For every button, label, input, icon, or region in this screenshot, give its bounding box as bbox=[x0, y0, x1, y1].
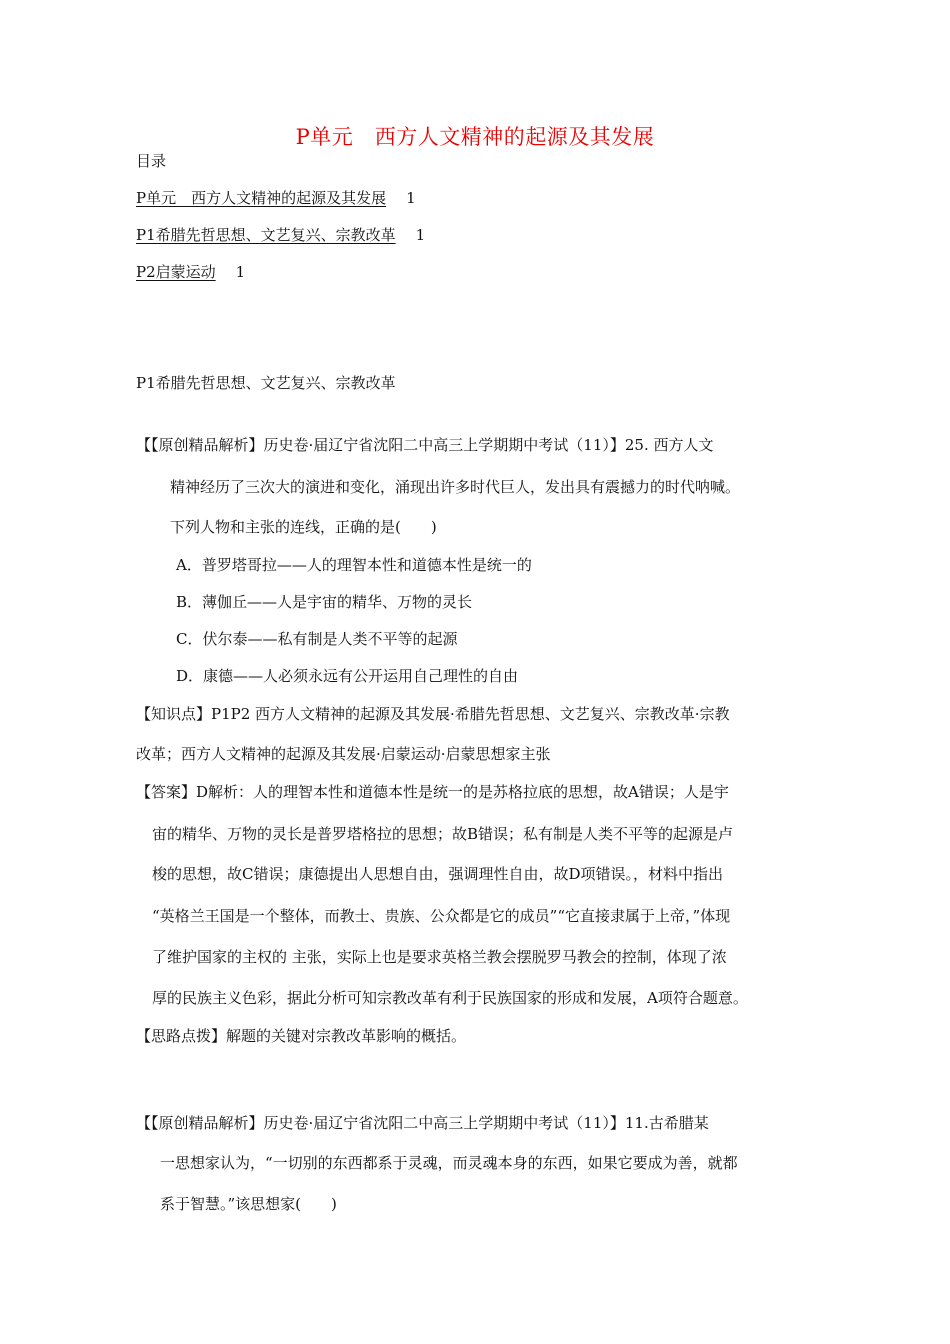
q1-answer-line: “英格兰王国是一个整体，而教士、贵族、公众都是它的成员”“它直接隶属于上帝，”体现 bbox=[152, 907, 731, 925]
q1-stem-line2: 精神经历了三次大的演进和变化，涌现出许多时代巨人，发出具有震撼力的时代呐喊。 bbox=[170, 478, 741, 496]
q2-stem-line1: 【【原创精品解析】历史卷·届辽宁省沈阳二中高三上学期期中考试（11）】11.古希腊某 bbox=[136, 1114, 709, 1132]
q1-option-b: B．薄伽丘——人是宇宙的精华、万物的灵长 bbox=[176, 593, 473, 611]
toc-entry-page: 1 bbox=[406, 189, 416, 207]
q1-answer-line: 厚的民族主义色彩，据此分析可知宗教改革有利于民族国家的形成和发展，A项符合题意。 bbox=[152, 989, 748, 1007]
q1-knowledge-line2: 改革；西方人文精神的起源及其发展·启蒙运动·启蒙思想家主张 bbox=[136, 745, 551, 763]
toc-entry-label[interactable]: P1希腊先哲思想、文艺复兴、宗教改革 bbox=[136, 226, 396, 244]
toc-entry-page: 1 bbox=[235, 263, 246, 281]
q1-answer-line: 了维护国家的主权的 主张，实际上也是要求英格兰教会摆脱罗马教会的控制，体现了浓 bbox=[152, 948, 727, 966]
toc-entry[interactable] bbox=[136, 225, 425, 245]
q1-answer-line: 梭的思想，故C错误；康德提出人思想自由，强调理性自由，故D项错误。，材料中指出 bbox=[152, 865, 724, 883]
q2-stem-line2: 一思想家认为，“一切别的东西都系于灵魂，而灵魂本身的东西，如果它要成为善，就都 bbox=[160, 1154, 738, 1172]
toc-entry[interactable] bbox=[136, 262, 245, 282]
toc-entry-label[interactable]: P单元 西方人文精神的起源及其发展 bbox=[136, 189, 387, 207]
q1-hint: 【思路点拨】解题的关键对宗教改革影响的概括。 bbox=[136, 1027, 467, 1045]
q1-answer-line: 【答案】D解析：人的理智本性和道德本性是统一的是苏格拉底的思想，故A错误；人是宇 bbox=[136, 783, 729, 801]
q1-option-a: A．普罗塔哥拉——人的理智本性和道德本性是统一的 bbox=[176, 556, 532, 574]
toc-entry-page: 1 bbox=[415, 226, 426, 244]
q2-stem-line3: 系于智慧。”该思想家( ) bbox=[160, 1195, 337, 1213]
q1-knowledge-line1: 【知识点】P1P2 西方人文精神的起源及其发展·希腊先哲思想、文艺复兴、宗教改革·宗教 bbox=[136, 705, 730, 723]
q1-answer-line: 宙的精华、万物的灵长是普罗塔格拉的思想；故B错误；私有制是人类不平等的起源是卢 bbox=[152, 825, 734, 843]
q1-stem-line3: 下列人物和主张的连线，正确的是( ) bbox=[170, 518, 437, 536]
q1-stem-line1: 【【原创精品解析】历史卷·届辽宁省沈阳二中高三上学期期中考试（11）】25. 西方人文 bbox=[136, 436, 714, 454]
toc-heading: 目录 bbox=[136, 152, 167, 170]
toc-entry-label[interactable]: P2启蒙运动 bbox=[136, 263, 216, 281]
section-heading: P1希腊先哲思想、文艺复兴、宗教改革 bbox=[136, 374, 396, 392]
document-title: P单元 西方人文精神的起源及其发展 bbox=[295, 125, 655, 149]
toc-entry[interactable] bbox=[136, 188, 416, 208]
q1-option-c: C．伏尔泰——私有制是人类不平等的起源 bbox=[176, 630, 458, 648]
q1-option-d: D．康德——人必须永远有公开运用自己理性的自由 bbox=[176, 667, 519, 685]
